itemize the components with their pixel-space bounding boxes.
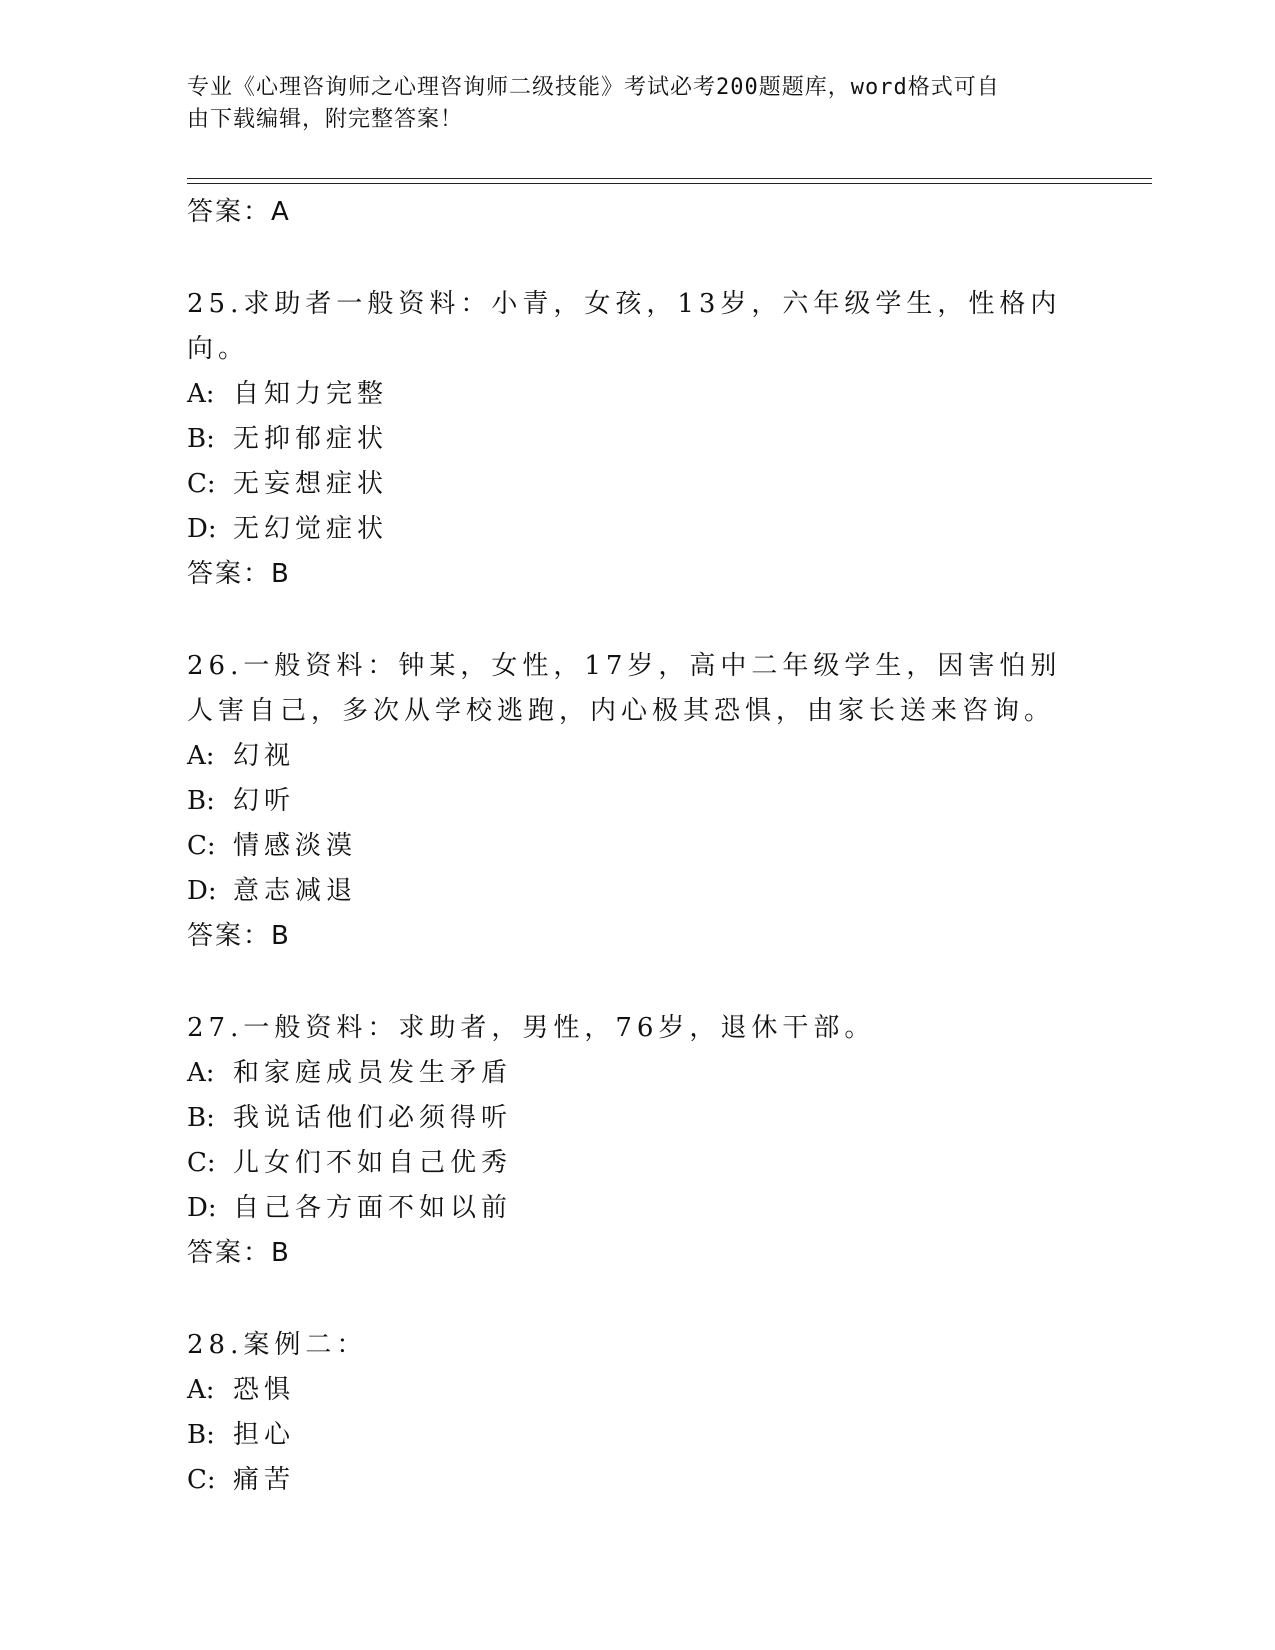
option-text: 痛苦 (233, 1465, 296, 1495)
question-text: 26.一般资料：钟某，女性，17岁，高中二年级学生，因害怕别人害自己，多次从学校逃跑，内心极其恐惧，由家长送来咨询。 (187, 651, 1062, 726)
option-a (187, 372, 1087, 417)
option-c (187, 824, 1087, 869)
option-letter: D: (187, 514, 217, 544)
option-letter: C: (187, 469, 216, 499)
option-letter: A: (187, 379, 215, 409)
option-c (187, 1458, 1087, 1503)
option-letter: D: (187, 876, 217, 906)
option-text: 和家庭成员发生矛盾 (233, 1058, 513, 1088)
option-letter: B: (187, 424, 215, 454)
option-letter: C: (187, 1148, 216, 1178)
header-divider-top (187, 178, 1152, 179)
question-list (187, 190, 1087, 1503)
option-text: 我说话他们必须得听 (233, 1103, 513, 1133)
option-a (187, 1051, 1087, 1096)
question-25 (187, 282, 1087, 597)
option-a (187, 1368, 1087, 1413)
question-text: 28.案例二： (187, 1330, 368, 1360)
header-divider-bottom (187, 183, 1152, 184)
header-line-2: 由下载编辑，附完整答案！ (187, 107, 464, 132)
option-text: 情感淡漠 (233, 831, 358, 861)
option-b (187, 1413, 1087, 1458)
option-text: 恐惧 (233, 1375, 296, 1405)
option-text: 无幻觉症状 (233, 514, 389, 544)
option-a (187, 734, 1087, 779)
previous-answer: 答案：A (187, 197, 291, 227)
option-letter: B: (187, 1420, 215, 1450)
option-text: 无妄想症状 (233, 469, 389, 499)
option-text: 意志减退 (233, 876, 358, 906)
option-d (187, 507, 1087, 552)
question-27 (187, 1006, 1087, 1276)
option-text: 自知力完整 (233, 379, 389, 409)
option-b (187, 417, 1087, 462)
option-c (187, 1141, 1087, 1186)
option-b (187, 779, 1087, 824)
question-text: 25.求助者一般资料：小青，女孩，13岁，六年级学生，性格内向。 (187, 289, 1062, 364)
option-letter: A: (187, 741, 215, 771)
option-c (187, 462, 1087, 507)
answer-line: 答案：B (187, 921, 291, 951)
option-letter: D: (187, 1193, 217, 1223)
answer-line: 答案：B (187, 559, 291, 589)
document-header (187, 72, 1067, 136)
header-line-1: 专业《心理咨询师之心理咨询师二级技能》考试必考200题题库，word格式可自 (187, 75, 1000, 100)
question-28 (187, 1323, 1087, 1503)
option-letter: C: (187, 1465, 216, 1495)
option-letter: B: (187, 1103, 215, 1133)
option-letter: B: (187, 786, 215, 816)
option-letter: C: (187, 831, 216, 861)
option-b (187, 1096, 1087, 1141)
option-letter: A: (187, 1375, 215, 1405)
option-text: 幻视 (233, 741, 296, 771)
question-text: 27.一般资料：求助者，男性，76岁，退休干部。 (187, 1013, 876, 1043)
option-d (187, 869, 1087, 914)
option-text: 幻听 (233, 786, 296, 816)
option-text: 无抑郁症状 (233, 424, 389, 454)
option-text: 担心 (233, 1420, 296, 1450)
option-text: 自己各方面不如以前 (233, 1193, 513, 1223)
option-letter: A: (187, 1058, 215, 1088)
option-d (187, 1186, 1087, 1231)
question-26 (187, 644, 1087, 959)
answer-line: 答案：B (187, 1238, 291, 1268)
option-text: 儿女们不如自己优秀 (233, 1148, 513, 1178)
